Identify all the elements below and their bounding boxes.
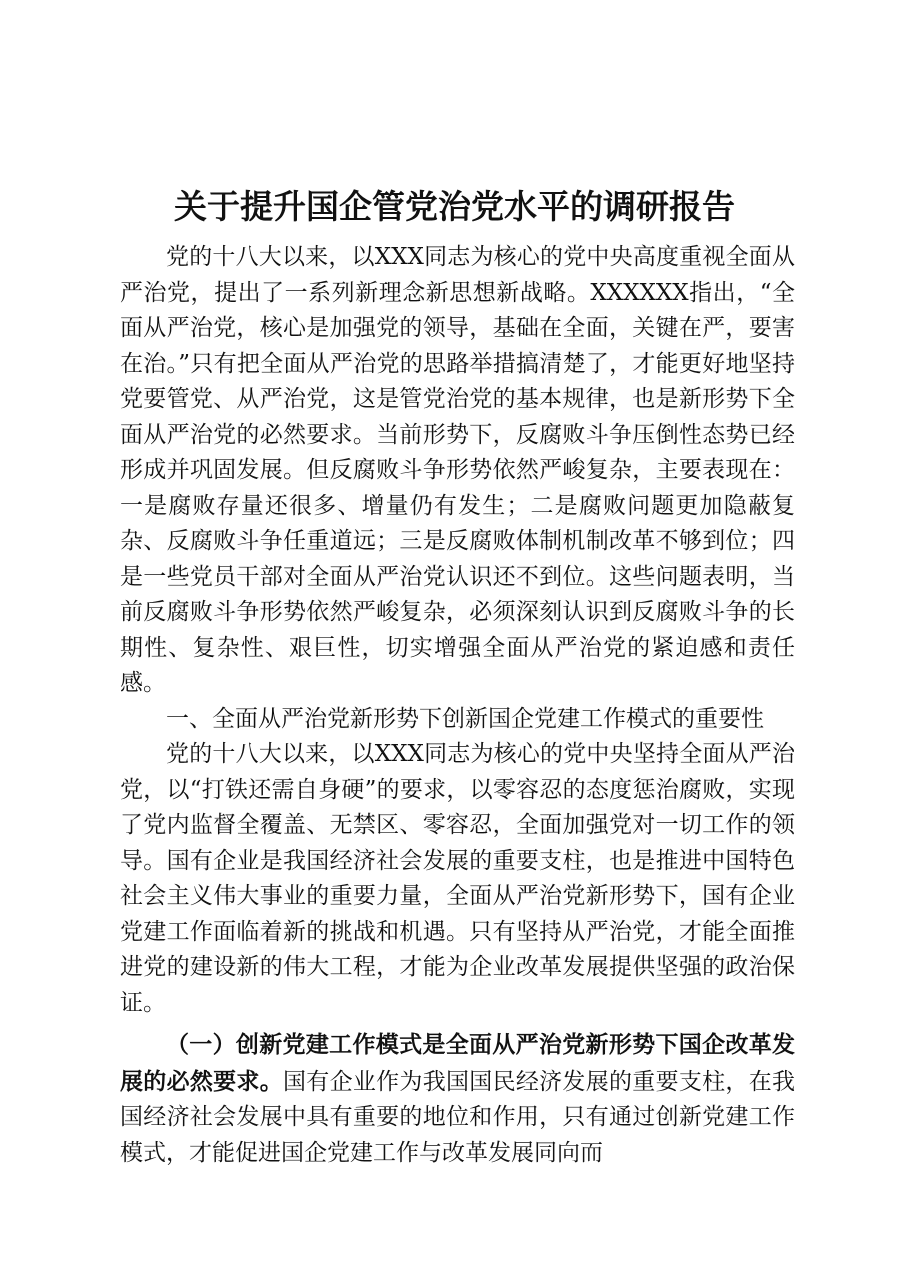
subsection-1-paragraph	[120, 1027, 795, 1171]
section-1-paragraph: 党的十八大以来，以XXX同志为核心的党中央坚持全面从严治党，以“打铁还需自身硬”的要求，以零容忍的态度惩治腐败，实现了党内监督全覆盖、无禁区、零容忍，全面加强党对一切工作的领导。国有企业是我国经济社会发展的重要支柱，也是推进中国特色社会主义伟大事业的重要力量，全面从严治党新形势下，国有企业党建工作面临着新的挑战和机遇。只有坚持从严治党，才能全面推进党的建设新的伟大工程，才能为企业改革发展提供坚强的政治保证。	[120, 741, 795, 1016]
document-body	[120, 240, 795, 1171]
subsection-1-body: 国有企业作为我国国民经济发展的重要支柱，在我国经济社会发展中具有重要的地位和作用，只有通过创新党建工作模式，才能促进国企党建工作与改革发展同向而	[120, 1068, 796, 1166]
subsection-1-lead: （一）创新党建工作模式是全面从严治党新形势下国企改革发展的必然要求。	[120, 1031, 795, 1095]
section-1-heading: 一、全面从严治党新形势下创新国企党建工作模式的重要性	[166, 705, 764, 732]
document-title: 关于提升国企管党治党水平的调研报告	[174, 187, 735, 227]
intro-paragraph: 党的十八大以来，以XXX同志为核心的党中央高度重视全面从严治党，提出了一系列新理念新思想新战略。XXXXXX指出，“全面从严治党，核心是加强党的领导，基础在全面，关键在严，要害在治。”只有把全面从严治党的思路举措搞清楚了，才能更好地坚持党要管党、从严治党，这是管党治党的基本规律，也是新形势下全面从严治党的必然要求。当前形势下，反腐败斗争压倒性态势已经形成并巩固发展。但反腐败斗争形势依然严峻复杂，主要表现在：一是腐败存量还很多、增量仍有发生；二是腐败问题更加隐蔽复杂、反腐败斗争任重道远；三是反腐败体制机制改革不够到位；四是一些党员干部对全面从严治党认识还不到位。这些问题表明，当前反腐败斗争形势依然严峻复杂，必须深刻认识到反腐败斗争的长期性、复杂性、艰巨性，切实增强全面从严治党的紧迫感和责任感。	[120, 244, 795, 696]
